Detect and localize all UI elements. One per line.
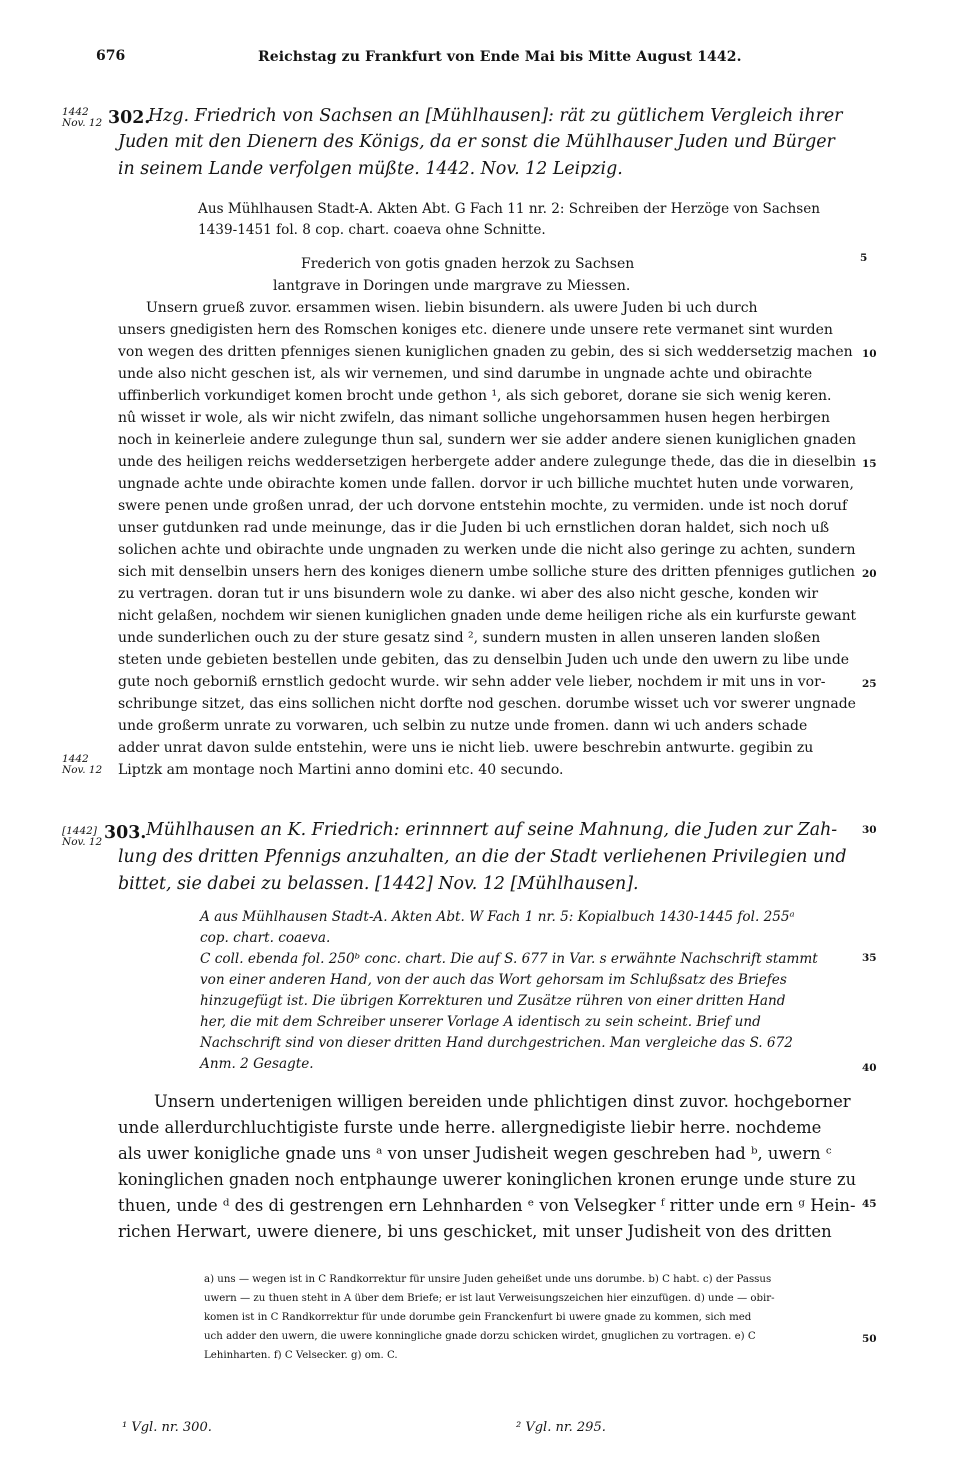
doc-number-303: 303. bbox=[104, 823, 147, 843]
end-margin-date-302: 1442 Nov. 12 bbox=[62, 753, 103, 776]
footnote-1: ¹ Vgl. nr. 300. bbox=[122, 1420, 212, 1435]
line-number-45: 45 bbox=[862, 1198, 877, 1210]
margin-date-302: 1442 Nov. 12 bbox=[62, 106, 103, 129]
margin-date-303: [1442] Nov. 12 bbox=[62, 825, 103, 848]
line-number-30: 30 bbox=[862, 824, 877, 836]
line-number-15: 15 bbox=[862, 458, 877, 470]
running-title: Reichstag zu Frankfurt von Ende Mai bis Mitte August 1442. bbox=[258, 49, 742, 65]
page-number: 676 bbox=[96, 48, 126, 64]
line-number-20: 20 bbox=[862, 568, 877, 580]
line-number-40: 40 bbox=[862, 1062, 877, 1074]
line-number-5: 5 bbox=[860, 252, 868, 264]
line-number-10: 10 bbox=[862, 348, 877, 360]
line-number-25: 25 bbox=[862, 678, 877, 690]
doc-number-302: 302. bbox=[108, 108, 151, 128]
line-number-35: 35 bbox=[862, 952, 877, 964]
line-number-50: 50 bbox=[862, 1333, 877, 1345]
footnote-2: ² Vgl. nr. 295. bbox=[516, 1420, 606, 1435]
